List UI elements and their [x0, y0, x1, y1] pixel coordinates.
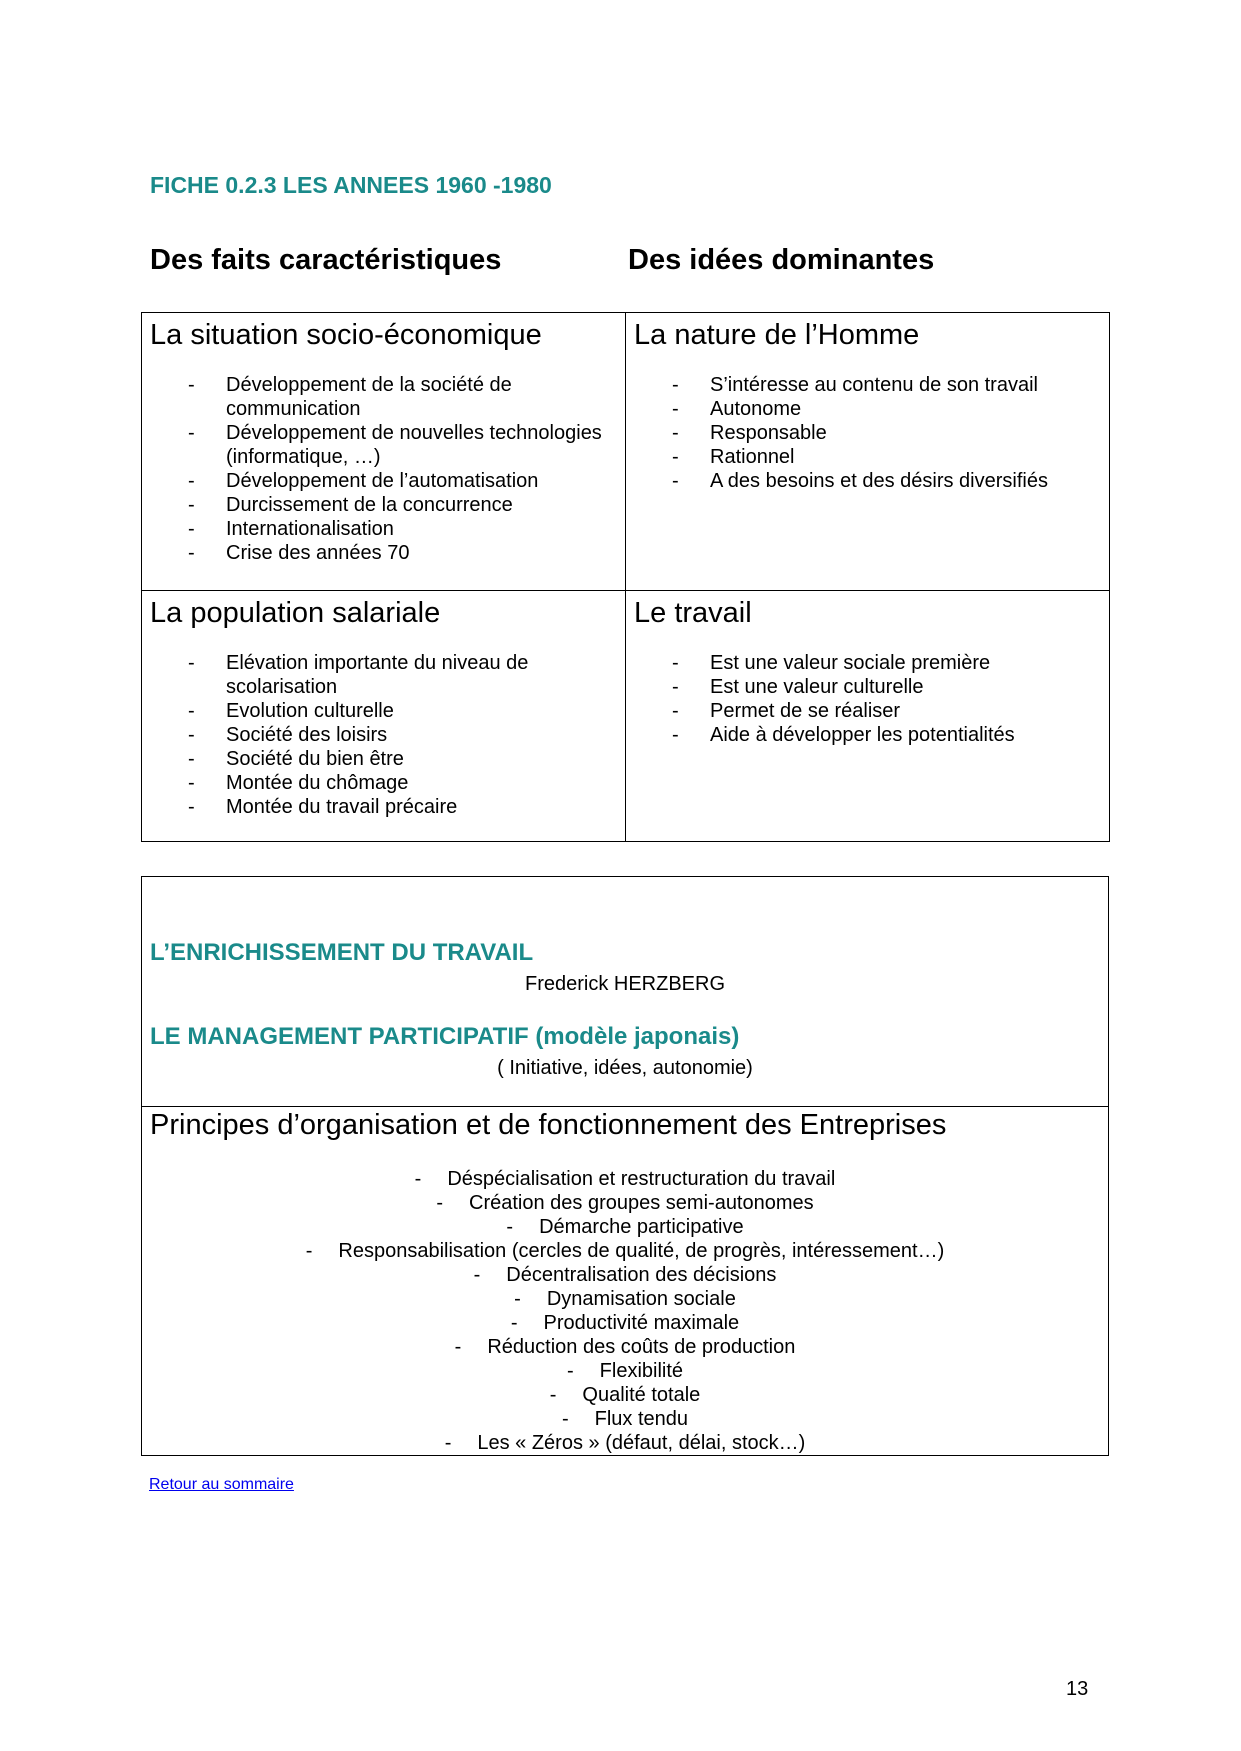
principles-title: Principes d’organisation et de fonctionnement des Entreprises	[150, 1109, 947, 1141]
list-item: - A des besoins et des désirs diversifiés	[672, 470, 1048, 492]
list-item: - Autonome	[672, 398, 802, 420]
list-item: - Création des groupes semi-autonomes	[436, 1192, 814, 1214]
list-item: - Responsable	[672, 422, 827, 444]
list-item: - Montée du travail précaire	[188, 796, 458, 818]
left-column-heading: Des faits caractéristiques	[150, 244, 502, 276]
cell-title: Le travail	[634, 597, 752, 629]
management-box	[141, 876, 1109, 1456]
list-item: - Société des loisirs	[188, 724, 388, 746]
list-item: - Permet de se réaliser	[672, 700, 901, 722]
list-item: - Décentralisation des décisions	[473, 1264, 777, 1286]
list-item: - Est une valeur culturelle	[672, 676, 924, 698]
cell-title: La nature de l’Homme	[634, 319, 920, 351]
facts-ideas-table	[141, 312, 1110, 842]
list-item: - Réduction des coûts de production	[454, 1336, 796, 1358]
cell-population	[142, 591, 626, 842]
list-item: - Responsabilisation (cercles de qualité, de progrès, intéressement…)	[305, 1240, 945, 1262]
list-item: - Les « Zéros » (défaut, délai, stock…)	[444, 1432, 806, 1454]
table-row	[142, 313, 1110, 591]
list-item: - Durcissement de la concurrence	[188, 494, 513, 516]
list-item: - Rationnel	[672, 446, 795, 468]
cell-situation	[142, 313, 626, 591]
cell-nature	[626, 313, 1110, 591]
list-item: - S’intéresse au contenu de son travail	[672, 374, 1038, 396]
list-item: - Qualité totale	[549, 1384, 701, 1406]
list-item: - Société du bien être	[188, 748, 404, 770]
management-subtitle: ( Initiative, idées, autonomie)	[497, 1057, 753, 1079]
list-item: - Déspécialisation et restructuration du travail	[414, 1168, 836, 1190]
management-title: LE MANAGEMENT PARTICIPATIF (modèle japonais)	[150, 1023, 740, 1050]
list-item: - Crise des années 70	[188, 542, 410, 564]
list-item: - Développement de nouvelles technologies (informatique, …)	[188, 422, 602, 468]
list-item: - Est une valeur sociale première	[672, 652, 991, 674]
list-item: - Développement de la société de communication	[188, 374, 512, 420]
population-list	[150, 651, 617, 819]
page-title: FICHE 0.2.3 LES ANNEES 1960 -1980	[150, 172, 552, 198]
list-item: - Aide à développer les potentialités	[672, 724, 1015, 746]
nature-list	[634, 373, 1101, 493]
list-item: - Montée du chômage	[188, 772, 409, 794]
enrichment-author: Frederick HERZBERG	[524, 973, 726, 995]
page-number: 13	[1066, 1678, 1089, 1700]
cell-title: La population salariale	[150, 597, 441, 629]
cell-travail	[626, 591, 1110, 842]
list-item: - Evolution culturelle	[188, 700, 394, 722]
list-item: - Dynamisation sociale	[514, 1288, 736, 1310]
list-item: - Flexibilité	[566, 1360, 684, 1382]
situation-list	[150, 373, 617, 565]
list-item: - Elévation importante du niveau de scolarisation	[188, 652, 529, 698]
table-row	[142, 591, 1110, 842]
list-item: - Internationalisation	[188, 518, 394, 540]
enrichment-title: L’ENRICHISSEMENT DU TRAVAIL	[150, 939, 534, 966]
right-column-heading: Des idées dominantes	[628, 244, 935, 276]
list-item: - Développement de l’automatisation	[188, 470, 539, 492]
return-to-summary-link[interactable]: Retour au sommaire	[149, 1476, 294, 1493]
list-item: - Flux tendu	[561, 1408, 689, 1430]
list-item: - Productivité maximale	[510, 1312, 740, 1334]
cell-title: La situation socio-économique	[150, 319, 542, 351]
principles-list	[142, 1167, 1108, 1455]
travail-list	[634, 651, 1101, 747]
list-item: - Démarche participative	[506, 1216, 744, 1238]
